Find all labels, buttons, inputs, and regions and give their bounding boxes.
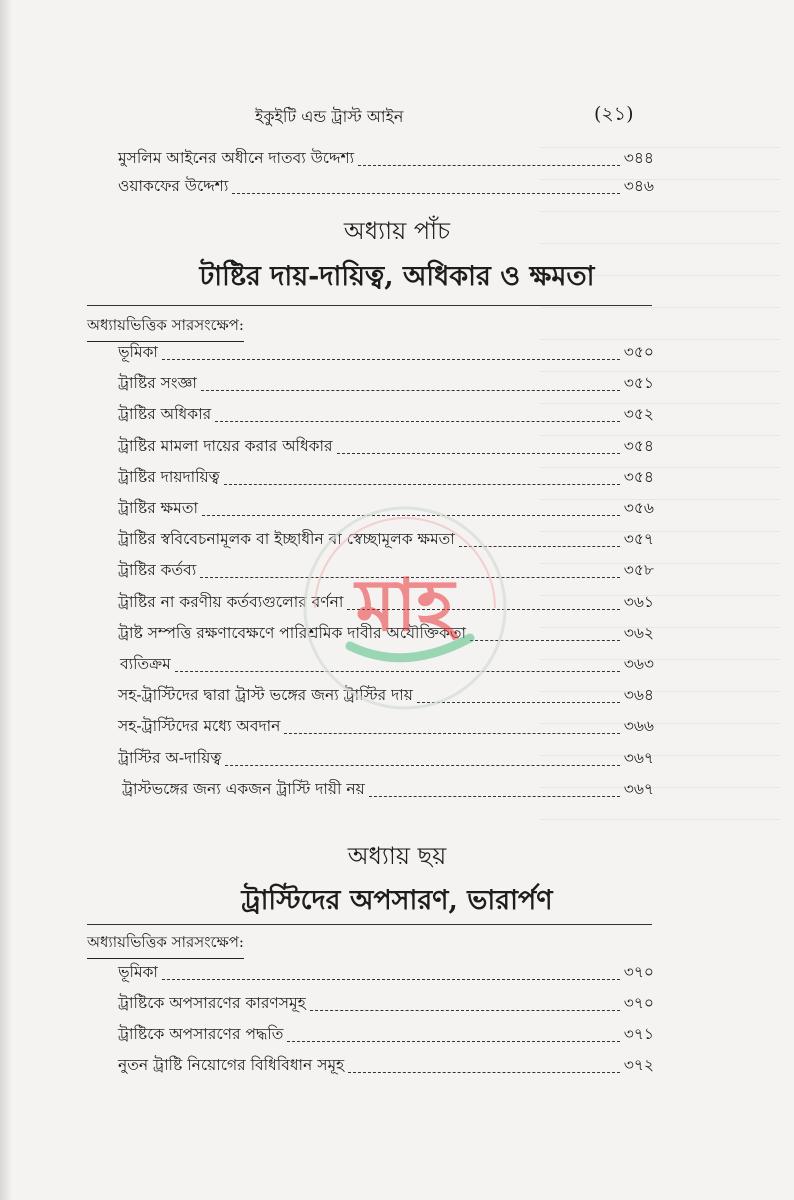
page-binding-edge <box>0 0 12 1200</box>
divider <box>87 924 652 925</box>
toc-entry-page: ৩৫০ <box>623 343 654 361</box>
toc-entry-page: ৩৫২ <box>623 405 654 424</box>
dot-leader <box>284 733 619 734</box>
toc-entry <box>118 148 654 172</box>
watermark-logo <box>295 498 515 718</box>
chapter-title: ট্রাস্টিদের অপসারণ, ভারার্পণ <box>241 885 553 916</box>
toc-entry <box>118 436 654 460</box>
watermark-text: মাহ <box>355 563 455 647</box>
dot-leader <box>162 979 620 980</box>
toc-entry-label: নুতন ট্রাষ্টি নিয়োগের বিধিবিধান সমূহ <box>118 1056 345 1074</box>
running-header <box>0 100 794 130</box>
toc-entry-page: ৩৭০ <box>623 963 654 981</box>
toc-entry <box>118 1024 654 1048</box>
dot-leader <box>225 765 619 766</box>
dot-leader <box>224 484 620 485</box>
dot-leader <box>369 796 620 797</box>
toc-entry <box>118 404 654 428</box>
toc-entry <box>118 342 654 366</box>
toc-entry-label: ট্রাষ্টিকে অপসারণের কারণসমূহ <box>118 994 306 1012</box>
toc-entry-label: ট্রাষ্টির স্ববিবেচনামূলক বা ইচ্ছাধীন বা স্বেচ্ছামূলক ক্ষমতা <box>118 530 455 549</box>
dot-leader <box>348 1072 620 1073</box>
chapter-title: টাষ্টির দায়-দায়িত্ব, অধিকার ও ক্ষমতা <box>199 261 595 292</box>
toc-entry-page: ৩৪৪ <box>623 149 654 167</box>
toc-entry-page: ৩৬২ <box>623 623 654 642</box>
toc-entry-label: সহ-ট্রাস্টিদের দ্বারা ট্রাস্ট ভঙ্গের জন্য ট্রাস্টির দায় <box>118 686 413 705</box>
dot-leader <box>232 193 619 194</box>
toc-entry <box>118 176 654 200</box>
toc-entry-label: ট্রাষ্টির অধিকার <box>118 405 212 424</box>
toc-entry-label: ভূমিকা <box>118 343 158 361</box>
toc-entry-label: ব্যতিক্রম <box>120 655 171 673</box>
toc-entry-label: ট্রাষ্ট সম্পত্তি রক্ষণাবেক্ষণে পারিশ্রমিক দাবীর অযৌক্তিকতা <box>118 623 466 642</box>
dot-leader <box>358 165 620 166</box>
toc-entry-label: সহ-ট্রাস্টিদের মধ্যে অবদান <box>118 717 281 736</box>
toc-entry-page: ৩৫৪ <box>623 436 654 455</box>
toc-entry <box>118 716 654 740</box>
toc-entry-page: ৩৭০ <box>623 994 654 1012</box>
toc-entry-page: ৩৬৪ <box>623 686 654 705</box>
toc-entry-page: ৩৬৭ <box>623 779 654 798</box>
toc-entry-page: ৩৬৩ <box>623 655 654 673</box>
toc-entry <box>118 748 654 772</box>
page-number: (২১) <box>594 103 634 125</box>
toc-entry <box>118 1055 654 1079</box>
toc-entry-page: ৩৪৬ <box>623 177 654 195</box>
toc-entry-label: ট্রাষ্টির দায়দায়িত্ব <box>118 467 220 486</box>
toc-entry-page: ৩৫৬ <box>623 499 654 517</box>
toc-entry-label: ট্রাষ্টির মামলা দায়ের করার অধিকার <box>118 436 333 455</box>
toc-entry <box>118 962 654 986</box>
summary-heading: অধ্যায়ভিত্তিক সারসংক্ষেপ: <box>87 314 244 342</box>
chapter-heading: অধ্যায় পাঁচ <box>343 217 451 245</box>
book-title: ইকুইটি এন্ড ট্রাস্ট আইন <box>255 107 404 126</box>
toc-entry <box>118 373 654 397</box>
toc-entry-page: ৩৭১ <box>623 1025 654 1043</box>
toc-entry-label: ট্রাষ্টির সংজ্ঞা <box>118 374 197 393</box>
toc-entry-label: ট্রাস্টভঙ্গের জন্য একজন ট্রাস্টি দায়ী নয় <box>122 779 365 798</box>
dot-leader <box>162 359 620 360</box>
toc-entry-label: ভূমিকা <box>118 963 158 981</box>
toc-entry-page: ৩৬৬ <box>623 717 654 736</box>
chapter-heading: অধ্যায় ছয় <box>347 842 447 870</box>
dot-leader <box>215 421 620 422</box>
toc-entry <box>122 779 654 803</box>
toc-entry <box>118 467 654 491</box>
toc-entry-label: ট্রাষ্টির ক্ষমতা <box>118 499 198 517</box>
toc-entry-page: ৩৫১ <box>623 374 654 393</box>
toc-entry-page: ৩৫৭ <box>623 530 654 549</box>
toc-entry-page: ৩৭২ <box>623 1056 654 1074</box>
dot-leader <box>287 1041 619 1042</box>
toc-entry <box>118 993 654 1017</box>
toc-entry-label: ট্রাষ্টিকে অপসারণের পদ্ধতি <box>118 1025 284 1043</box>
toc-entry-page: ৩৫৮ <box>623 561 654 580</box>
summary-heading: অধ্যায়ভিত্তিক সারসংক্ষেপ: <box>87 931 244 959</box>
dot-leader <box>310 1010 620 1011</box>
toc-entry-page: ৩৫৪ <box>623 467 654 486</box>
toc-entry-page: ৩৬৭ <box>623 748 654 767</box>
dot-leader <box>337 453 620 454</box>
toc-entry-label: ট্রাষ্টির কর্তব্য <box>118 561 197 580</box>
toc-entry-label: ট্রাস্টির অ-দায়িত্ব <box>118 748 222 767</box>
toc-entry-page: ৩৬১ <box>623 592 654 611</box>
dot-leader <box>201 390 620 391</box>
toc-entry-label: ট্রাষ্টির না করণীয় কর্তব্যগুলোর বর্ণনা <box>118 592 344 611</box>
divider <box>87 305 652 306</box>
toc-entry-label: মুসলিম আইনের অধীনে দাতব্য উদ্দেশ্য <box>118 149 355 167</box>
toc-entry-label: ওয়াকফের উদ্দেশ্য <box>118 177 229 195</box>
